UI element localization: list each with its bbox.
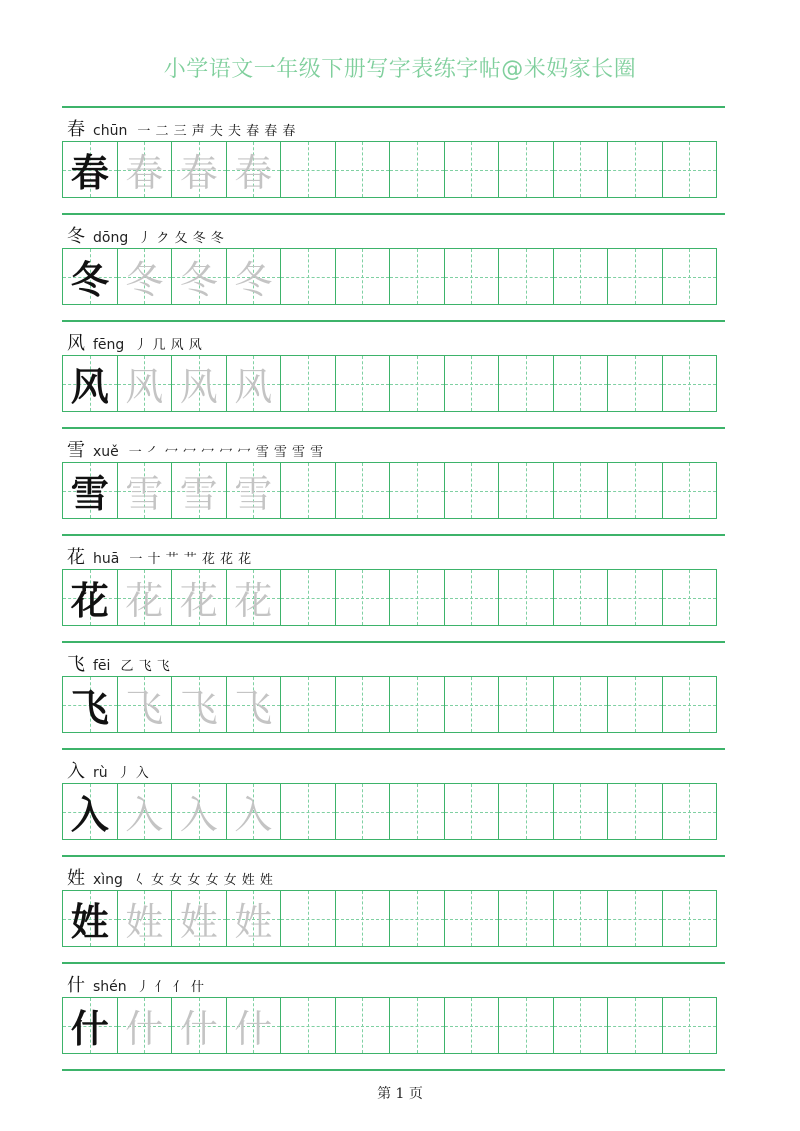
trace-cell	[172, 677, 227, 732]
pinyin-label: shén	[93, 979, 127, 995]
trace-character: 冬	[125, 258, 164, 302]
model-cell	[63, 570, 118, 625]
trace-character: 姓	[234, 900, 273, 944]
stroke-order: 一 ㇒ 冖 冖 冖 冖 冖 雪 雪 雪 雪	[128, 445, 324, 460]
writing-grid	[62, 141, 717, 198]
trace-cell	[227, 142, 282, 197]
model-character: 花	[70, 578, 109, 623]
blank-practice-cell	[390, 784, 445, 839]
model-character: 什	[70, 1006, 109, 1051]
trace-cell	[227, 998, 282, 1053]
trace-cell	[172, 142, 227, 197]
row-header	[67, 222, 224, 248]
writing-grid	[62, 676, 717, 733]
blank-practice-cell	[499, 891, 554, 946]
model-cell	[63, 677, 118, 732]
trace-character: 飞	[125, 686, 164, 730]
blank-practice-cell	[445, 998, 500, 1053]
trace-character: 什	[125, 1007, 164, 1051]
trace-cell	[118, 356, 173, 411]
blank-practice-cell	[445, 142, 500, 197]
blank-practice-cell	[336, 677, 391, 732]
blank-practice-cell	[445, 356, 500, 411]
writing-grid	[62, 462, 717, 519]
blank-practice-cell	[608, 142, 663, 197]
trace-character: 风	[234, 365, 273, 409]
practice-row	[0, 641, 800, 748]
trace-cell	[227, 463, 282, 518]
trace-cell	[172, 570, 227, 625]
practice-row	[0, 213, 800, 320]
blank-practice-cell	[499, 249, 554, 304]
blank-practice-cell	[608, 677, 663, 732]
trace-cell	[172, 249, 227, 304]
trace-character: 风	[125, 365, 164, 409]
blank-practice-cell	[499, 463, 554, 518]
stroke-order: 丿 几 风 风	[134, 338, 203, 353]
blank-practice-cell	[390, 249, 445, 304]
trace-character: 冬	[179, 258, 218, 302]
row-header	[67, 115, 296, 141]
trace-cell	[227, 677, 282, 732]
model-cell	[63, 249, 118, 304]
row-header	[67, 757, 149, 783]
blank-practice-cell	[336, 356, 391, 411]
stroke-order: 丿 ク 夂 冬 冬	[138, 231, 225, 246]
blank-practice-cell	[336, 891, 391, 946]
blank-practice-cell	[336, 142, 391, 197]
trace-cell	[118, 142, 173, 197]
blank-practice-cell	[281, 142, 336, 197]
blank-practice-cell	[554, 570, 609, 625]
trace-cell	[118, 677, 173, 732]
blank-practice-cell	[554, 784, 609, 839]
row-divider	[62, 1069, 725, 1071]
blank-practice-cell	[390, 570, 445, 625]
trace-character: 雪	[179, 472, 218, 516]
pinyin-label: xuě	[93, 444, 119, 460]
blank-practice-cell	[499, 998, 554, 1053]
model-character: 姓	[70, 899, 109, 944]
blank-practice-cell	[445, 249, 500, 304]
blank-practice-cell	[663, 356, 717, 411]
character-label: 花	[67, 547, 85, 568]
row-header	[67, 436, 324, 462]
blank-practice-cell	[499, 784, 554, 839]
blank-practice-cell	[336, 784, 391, 839]
trace-character: 花	[179, 579, 218, 623]
model-cell	[63, 356, 118, 411]
trace-cell	[172, 998, 227, 1053]
model-cell	[63, 784, 118, 839]
practice-row	[0, 534, 800, 641]
practice-row	[0, 855, 800, 962]
character-label: 姓	[67, 868, 85, 889]
trace-cell	[227, 891, 282, 946]
trace-character: 花	[125, 579, 164, 623]
trace-character: 雪	[234, 472, 273, 516]
blank-practice-cell	[390, 142, 445, 197]
trace-cell	[118, 463, 173, 518]
row-divider	[62, 748, 725, 750]
pinyin-label: chūn	[93, 123, 128, 139]
blank-practice-cell	[608, 249, 663, 304]
blank-practice-cell	[554, 463, 609, 518]
blank-practice-cell	[663, 677, 717, 732]
stroke-order: 一 十 艹 艹 花 花 花	[129, 552, 252, 567]
blank-practice-cell	[499, 356, 554, 411]
blank-practice-cell	[499, 570, 554, 625]
row-header	[67, 543, 252, 569]
writing-grid	[62, 890, 717, 947]
stroke-order: 乙 飞 飞	[120, 659, 171, 674]
blank-practice-cell	[499, 677, 554, 732]
model-character: 飞	[70, 685, 109, 730]
trace-character: 什	[179, 1007, 218, 1051]
blank-practice-cell	[554, 891, 609, 946]
trace-character: 风	[179, 365, 218, 409]
trace-cell	[118, 998, 173, 1053]
blank-practice-cell	[445, 784, 500, 839]
model-character: 雪	[70, 471, 109, 516]
row-header	[67, 329, 202, 355]
pinyin-label: xìng	[93, 872, 123, 888]
character-label: 入	[67, 761, 85, 782]
blank-practice-cell	[554, 249, 609, 304]
blank-practice-cell	[390, 891, 445, 946]
trace-cell	[227, 784, 282, 839]
practice-row	[0, 106, 800, 213]
trace-character: 春	[125, 151, 164, 195]
writing-grid	[62, 248, 717, 305]
practice-row	[0, 962, 800, 1069]
model-cell	[63, 463, 118, 518]
blank-practice-cell	[663, 249, 717, 304]
blank-practice-cell	[281, 356, 336, 411]
trace-cell	[118, 249, 173, 304]
trace-cell	[172, 784, 227, 839]
trace-character: 春	[179, 151, 218, 195]
trace-cell	[227, 570, 282, 625]
trace-character: 花	[234, 579, 273, 623]
trace-character: 雪	[125, 472, 164, 516]
blank-practice-cell	[663, 998, 717, 1053]
character-label: 春	[67, 119, 85, 140]
pinyin-label: dōng	[93, 230, 129, 246]
blank-practice-cell	[390, 677, 445, 732]
stroke-order: 一 二 三 声 夫 夫 春 春 春	[137, 124, 296, 139]
trace-cell	[118, 891, 173, 946]
blank-practice-cell	[336, 570, 391, 625]
blank-practice-cell	[663, 570, 717, 625]
blank-practice-cell	[608, 998, 663, 1053]
stroke-order: 丿 入	[117, 766, 150, 781]
blank-practice-cell	[608, 891, 663, 946]
practice-row	[0, 427, 800, 534]
trace-character: 春	[234, 151, 273, 195]
writing-grid	[62, 783, 717, 840]
pinyin-label: rù	[93, 765, 108, 781]
practice-row	[0, 320, 800, 427]
writing-grid	[62, 997, 717, 1054]
row-divider	[62, 320, 725, 322]
pinyin-label: fēi	[93, 658, 111, 674]
practice-row	[0, 748, 800, 855]
blank-practice-cell	[554, 677, 609, 732]
blank-practice-cell	[281, 570, 336, 625]
character-label: 什	[67, 975, 85, 996]
model-character: 春	[70, 150, 109, 195]
model-cell	[63, 998, 118, 1053]
row-divider	[62, 641, 725, 643]
blank-practice-cell	[663, 784, 717, 839]
page-title: 小学语文一年级下册写字表练字帖@米妈家长圈	[163, 57, 637, 82]
stroke-order: 𡿨 女 女 女 女 女 姓 姓	[132, 873, 274, 888]
trace-cell	[118, 570, 173, 625]
blank-practice-cell	[390, 463, 445, 518]
trace-character: 入	[179, 793, 218, 837]
blank-practice-cell	[336, 998, 391, 1053]
row-divider	[62, 534, 725, 536]
page-number: 第 1 页	[377, 1086, 423, 1102]
trace-cell	[118, 784, 173, 839]
trace-character: 姓	[179, 900, 218, 944]
blank-practice-cell	[554, 998, 609, 1053]
trace-cell	[227, 249, 282, 304]
blank-practice-cell	[663, 142, 717, 197]
blank-practice-cell	[608, 570, 663, 625]
trace-character: 姓	[125, 900, 164, 944]
blank-practice-cell	[663, 891, 717, 946]
blank-practice-cell	[445, 463, 500, 518]
row-header	[67, 971, 205, 997]
trace-cell	[227, 356, 282, 411]
trace-character: 飞	[179, 686, 218, 730]
model-cell	[63, 142, 118, 197]
blank-practice-cell	[554, 356, 609, 411]
blank-practice-cell	[281, 891, 336, 946]
blank-practice-cell	[554, 142, 609, 197]
blank-practice-cell	[445, 570, 500, 625]
row-divider	[62, 106, 725, 108]
blank-practice-cell	[281, 249, 336, 304]
blank-practice-cell	[445, 891, 500, 946]
blank-practice-cell	[281, 677, 336, 732]
blank-practice-cell	[281, 784, 336, 839]
blank-practice-cell	[608, 356, 663, 411]
blank-practice-cell	[445, 677, 500, 732]
blank-practice-cell	[281, 463, 336, 518]
pinyin-label: fēng	[93, 337, 125, 353]
model-cell	[63, 891, 118, 946]
pinyin-label: huā	[93, 551, 120, 567]
trace-character: 入	[234, 793, 273, 837]
trace-character: 什	[234, 1007, 273, 1051]
model-character: 风	[70, 364, 109, 409]
blank-practice-cell	[608, 784, 663, 839]
row-header	[67, 650, 170, 676]
character-label: 冬	[67, 226, 85, 247]
character-label: 雪	[67, 440, 85, 461]
row-header	[67, 864, 273, 890]
trace-cell	[172, 463, 227, 518]
blank-practice-cell	[390, 356, 445, 411]
model-character: 入	[70, 792, 109, 837]
row-divider	[62, 427, 725, 429]
character-label: 飞	[67, 654, 85, 675]
stroke-order: 丿 亻 亻 什	[136, 980, 205, 995]
blank-practice-cell	[499, 142, 554, 197]
blank-practice-cell	[336, 249, 391, 304]
trace-cell	[172, 356, 227, 411]
trace-cell	[172, 891, 227, 946]
trace-character: 冬	[234, 258, 273, 302]
row-divider	[62, 962, 725, 964]
trace-character: 入	[125, 793, 164, 837]
blank-practice-cell	[336, 463, 391, 518]
character-label: 风	[67, 333, 85, 354]
blank-practice-cell	[608, 463, 663, 518]
trace-character: 飞	[234, 686, 273, 730]
row-divider	[62, 213, 725, 215]
blank-practice-cell	[390, 998, 445, 1053]
writing-grid	[62, 569, 717, 626]
model-character: 冬	[70, 257, 109, 302]
blank-practice-cell	[663, 463, 717, 518]
blank-practice-cell	[281, 998, 336, 1053]
row-divider	[62, 855, 725, 857]
writing-grid	[62, 355, 717, 412]
